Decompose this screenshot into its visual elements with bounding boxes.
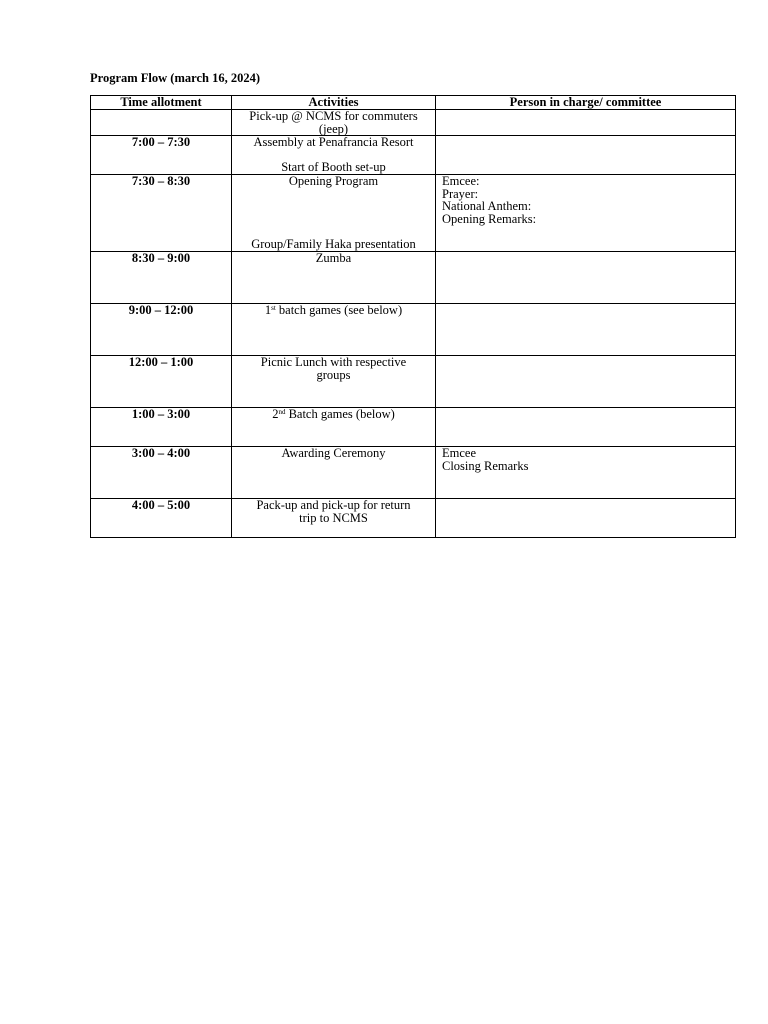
activity-cell: [232, 447, 436, 499]
activity-line: Group/Family Haka presentation: [251, 236, 416, 251]
person-cell: [436, 252, 736, 304]
activity-line: Awarding Ceremony: [281, 446, 386, 460]
activity-line: trip to NCMS: [299, 510, 368, 525]
activity-line: Pack-up and pick-up for return: [256, 498, 411, 512]
activity-line: Start of Booth set-up: [281, 159, 386, 174]
table-row: [91, 110, 736, 136]
person-line: Emcee:: [442, 174, 480, 188]
program-flow-table: [90, 95, 736, 538]
activity-line: groups: [316, 367, 351, 382]
activity-line: (jeep): [318, 121, 349, 136]
document-title: Program Flow (march 16, 2024): [90, 71, 260, 85]
table-row: [91, 175, 736, 252]
person-cell: [436, 499, 736, 538]
person-cell: [436, 356, 736, 408]
time-cell: 9:00 – 12:00: [91, 304, 232, 356]
activity-line: Zumba: [315, 251, 352, 265]
activity-cell: [232, 110, 436, 136]
time-cell: 8:30 – 9:00: [91, 252, 232, 304]
time-cell: 7:00 – 7:30: [91, 136, 232, 175]
activity-line: Assembly at Penafrancia Resort: [253, 135, 414, 149]
person-line: Emcee: [442, 446, 477, 460]
activity-cell: [232, 252, 436, 304]
table-row: [91, 304, 736, 356]
activity-line: Opening Program: [288, 174, 379, 188]
activity-text: Batch games (below): [285, 407, 395, 421]
person-line: Prayer:: [442, 186, 479, 201]
time-cell: [91, 110, 232, 136]
activity-cell: [232, 408, 436, 447]
activity-line: Pick-up @ NCMS for commuters: [249, 109, 418, 123]
person-cell: [436, 447, 736, 499]
activity-cell: [232, 136, 436, 175]
activity-cell: [232, 499, 436, 538]
header-time-allotment: Time allotment: [91, 96, 232, 110]
person-cell: [436, 136, 736, 175]
person-cell: [436, 175, 736, 252]
time-cell: 12:00 – 1:00: [91, 356, 232, 408]
time-cell: 3:00 – 4:00: [91, 447, 232, 499]
activity-ordinal: 2: [272, 407, 279, 421]
person-line: Closing Remarks: [442, 458, 529, 473]
table-row: [91, 356, 736, 408]
activity-cell: [232, 175, 436, 252]
table-header-row: [91, 96, 736, 110]
table-row: [91, 447, 736, 499]
activity-cell: [232, 356, 436, 408]
header-person-in-charge: Person in charge/ committee: [436, 96, 736, 110]
table-row: [91, 252, 736, 304]
person-line: National Anthem:: [442, 199, 532, 213]
time-cell: 1:00 – 3:00: [91, 408, 232, 447]
table-row: [91, 499, 736, 538]
activity-ordinal: 1: [264, 303, 272, 317]
person-cell: [436, 408, 736, 447]
activity-ordinal-suffix: st: [271, 304, 276, 312]
person-cell: [436, 110, 736, 136]
time-cell: 7:30 – 8:30: [91, 175, 232, 252]
person-line: Opening Remarks:: [442, 211, 537, 226]
table-row: [91, 408, 736, 447]
time-cell: 4:00 – 5:00: [91, 499, 232, 538]
activity-line: Picnic Lunch with respective: [260, 355, 407, 369]
activity-ordinal-suffix: nd: [278, 408, 286, 416]
header-activities: Activities: [232, 96, 436, 110]
person-cell: [436, 304, 736, 356]
table-row: [91, 136, 736, 175]
activity-cell: [232, 304, 436, 356]
activity-text: batch games (see below): [275, 303, 403, 317]
